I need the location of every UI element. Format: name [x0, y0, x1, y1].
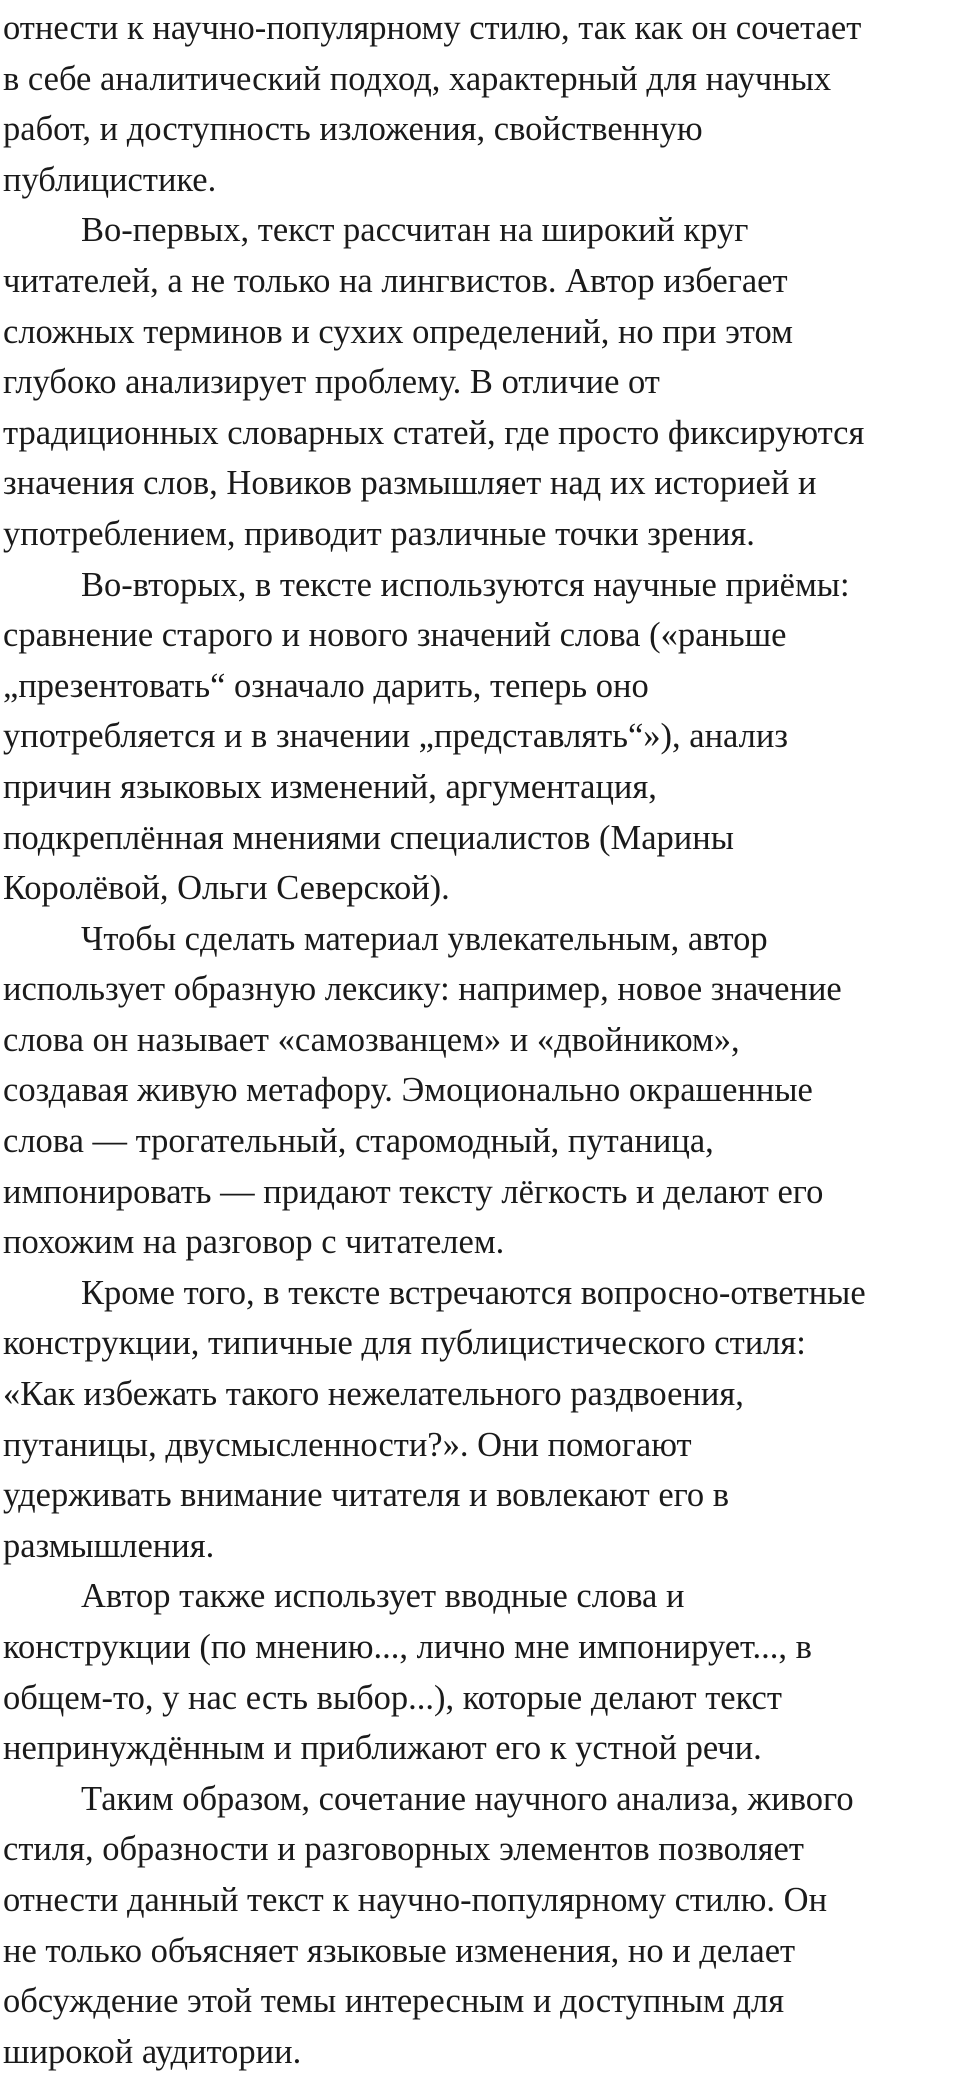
text-line: сравнение старого и нового значений слова («раньше: [3, 616, 787, 655]
text-line: „презентовать“ означало дарить, теперь оно: [3, 666, 649, 705]
text-line: традиционных словарных статей, где просто фиксируются: [3, 413, 865, 452]
text-line: создавая живую метафору. Эмоционально окрашенные: [3, 1071, 813, 1110]
text-line: не только объясняет языковые изменения, но и делает: [3, 1931, 796, 1970]
text-line: удерживать внимание читателя и вовлекают его в: [3, 1476, 730, 1515]
paragraph-first-line: Кроме того, в тексте встречаются вопросно-ответные: [81, 1273, 866, 1312]
paragraph-first-line: Во-вторых, в тексте используются научные приёмы:: [81, 565, 850, 604]
text-line: сложных терминов и сухих определений, но при этом: [3, 312, 793, 351]
text-line: широкой аудитории.: [3, 2032, 302, 2071]
text-line: использует образную лексику: например, новое значение: [3, 970, 842, 1009]
paragraph-first-line: Во-первых, текст рассчитан на широкий круг: [81, 211, 749, 250]
text-line: работ, и доступность изложения, свойственную: [3, 110, 703, 149]
text-line: импонировать — придают тексту лёгкость и делают его: [3, 1172, 824, 1211]
text-line: похожим на разговор с читателем.: [3, 1223, 505, 1262]
text-line: подкреплённая мнениями специалистов (Марины: [3, 818, 734, 857]
text-line: размышления.: [3, 1526, 215, 1565]
text-line: в себе аналитический подход, характерный для научных: [3, 59, 832, 98]
text-line: слова он называет «самозванцем» и «двойником»,: [3, 1020, 740, 1059]
text-line: значения слов, Новиков размышляет над их историей и: [3, 464, 817, 503]
text-line: глубоко анализирует проблему. В отличие от: [3, 363, 660, 402]
text-line: отнести к научно-популярному стилю, так как он сочетает: [3, 9, 862, 47]
text-line: непринуждённым и приближают его к устной речи.: [3, 1729, 762, 1768]
text-line: стиля, образности и разговорных элементов позволяет: [3, 1830, 804, 1869]
text-line: общем-то, у нас есть выбор...), которые делают текст: [3, 1678, 782, 1717]
text-line: слова — трогательный, старомодный, путаница,: [3, 1122, 714, 1161]
paragraph-first-line: Чтобы сделать материал увлекательным, автор: [81, 919, 768, 958]
text-line: путаницы, двусмысленности?». Они помогают: [3, 1425, 692, 1464]
text-line: отнести данный текст к научно-популярному стилю. Он: [3, 1880, 828, 1919]
text-line: конструкции, типичные для публицистического стиля:: [3, 1324, 806, 1363]
text-line: причин языковых изменений, аргументация,: [3, 767, 657, 806]
paragraph-first-line: Таким образом, сочетание научного анализа, живого: [81, 1779, 854, 1818]
text-line: Королёвой, Ольги Северской).: [3, 869, 450, 908]
text-line: читателей, а не только на лингвистов. Автор избегает: [3, 261, 788, 300]
paragraph-first-line: Автор также использует вводные слова и: [81, 1577, 685, 1616]
text-line: «Как избежать такого нежелательного раздвоения,: [3, 1375, 744, 1414]
text-line: употребляется и в значении „представлять“»), анализ: [3, 717, 788, 756]
text-line: употреблением, приводит различные точки зрения.: [3, 514, 755, 553]
text-line: конструкции (по мнению..., лично мне импонирует..., в: [3, 1628, 812, 1666]
text-line: публицистике.: [3, 160, 217, 199]
text-line: обсуждение этой темы интересным и доступным для: [3, 1982, 785, 2021]
